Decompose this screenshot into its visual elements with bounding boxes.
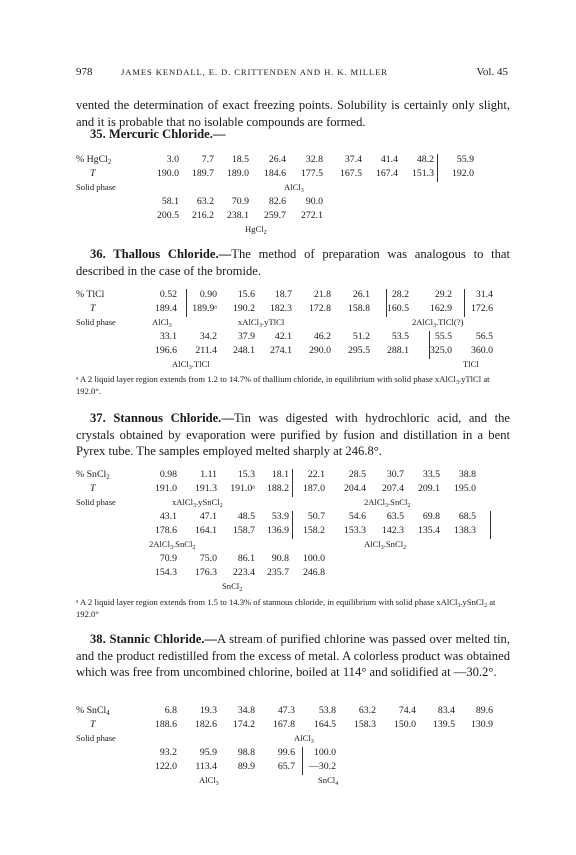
t35-r1_t-cell: 189.7 <box>191 168 214 179</box>
t35-r1_t-cell: 189.0 <box>226 168 249 179</box>
t36-r1_pct-cell: 29.2 <box>434 289 452 300</box>
t37-r2_t-cell: 136.9 <box>266 525 289 536</box>
volume-label: Vol. 45 <box>476 66 508 78</box>
t36-r1_t-cell: 189.4 <box>154 303 177 314</box>
t36-r1_pct-cell: 0.52 <box>159 289 177 300</box>
t38-phase2-a: AlCl$_3$ <box>199 775 219 787</box>
t38-r1_t-cell: 182.6 <box>194 719 217 730</box>
t36-divider-3 <box>464 289 465 317</box>
running-title: JAMES KENDALL, E. D. CRITTENDEN AND H. K. MILLER <box>121 67 388 77</box>
t37-r2_pct-cell: 50.7 <box>307 511 325 522</box>
t37-r1_t-cell: 187.0 <box>302 483 325 494</box>
t36-r2_t-cell: 196.6 <box>154 345 177 356</box>
t35-r1_t-cell: 167.5 <box>339 168 362 179</box>
t35-r2_t-cell: 200.5 <box>156 210 179 221</box>
t35-r1_t-cell: 151.3 <box>411 168 434 179</box>
t37-r1_pct-cell: 30.7 <box>386 469 404 480</box>
section-37-paragraph <box>76 410 510 460</box>
t37-r2_t-cell: 138.3 <box>453 525 476 536</box>
t38-r1_pct-cell: 89.6 <box>475 705 493 716</box>
t38-r2_pct-cell: 99.6 <box>277 747 295 758</box>
t36-r1_pct-cell: 0.90 <box>199 289 217 300</box>
t38-r1_pct-cell: 34.8 <box>237 705 255 716</box>
t35-r2_pct-cell: 90.0 <box>305 196 323 207</box>
t35-r2_pct-cell: 58.1 <box>161 196 179 207</box>
t37-r2_t-cell: 153.3 <box>343 525 366 536</box>
t36-r2_pct-cell: 56.5 <box>475 331 493 342</box>
t36-pct-label: % TlCl <box>76 289 105 300</box>
t37-phase1-b: 2AlCl$_3$.SnCl$_2$ <box>364 497 411 509</box>
running-header <box>76 66 508 80</box>
t37-r3_t-cell: 223.4 <box>232 567 255 578</box>
t36-r2_t-cell: 211.4 <box>195 345 217 356</box>
t36-solid-phase-label: Solid phase <box>76 317 116 327</box>
t36-r1_pct-cell: 31.4 <box>475 289 493 300</box>
section-36-paragraph <box>76 246 510 279</box>
t36-footnote: ᵃ A 2 liquid layer region extends from 1.2 to 14.7% of thallium chloride, in equilibrium with solid phase xAlCl$_3$.yTlCl at 192.0°. <box>76 374 490 396</box>
t37-phase2-b: AlCl$_3$.SnCl$_2$ <box>364 539 407 551</box>
t36-r1_t-cell: 190.2 <box>232 303 255 314</box>
t35-r1_pct-cell: 55.9 <box>456 154 474 165</box>
t37-r2_t-cell: 164.1 <box>194 525 217 536</box>
t37-r3_pct-cell: 75.0 <box>199 553 217 564</box>
section-36-number: 36. <box>90 247 106 261</box>
t36-phase2-b: TlCl <box>463 359 479 369</box>
t36-phase1-b: xAlCl$_3$.yTlCl <box>238 317 285 329</box>
t35-r1_t-cell: 192.0 <box>451 168 474 179</box>
t36-r1_t-cell: 182.3 <box>269 303 292 314</box>
t38-phase2-b: SnCl$_4$ <box>318 775 339 787</box>
t36-r1_pct-cell: 18.7 <box>274 289 292 300</box>
t36-r2_pct-cell: 42.1 <box>274 331 292 342</box>
t36-r2_pct-cell: 34.2 <box>199 331 217 342</box>
t36-r1_t-cell: 158.8 <box>347 303 370 314</box>
t37-r1_pct-cell: 15.3 <box>237 469 255 480</box>
section-38-text: A stream of purified chlorine was passed over melted tin, and the product redistilled from the excess of metal. A colorless product was obtained which was free from uncombined chlorine, boiled at 114° and solidified at —30.2°. <box>76 632 510 679</box>
t35-r2_pct-cell: 63.2 <box>196 196 214 207</box>
t37-r3_t-cell: 246.8 <box>302 567 325 578</box>
t37-r2_t-cell: 135.4 <box>417 525 440 536</box>
t37-r1_pct-cell: 1.11 <box>200 469 217 480</box>
t38-r1_t-cell: 150.0 <box>393 719 416 730</box>
t38-divider <box>302 747 303 775</box>
t36-r2_t-cell: 288.1 <box>386 345 409 356</box>
t38-r1_pct-cell: 83.4 <box>437 705 455 716</box>
t37-r1_t-cell: 209.1 <box>417 483 440 494</box>
t35-r1_pct-cell: 26.4 <box>268 154 286 165</box>
t36-phase1-c: 2AlCl$_3$.TlCl(?) <box>412 317 464 329</box>
section-38-paragraph <box>76 631 510 681</box>
t37-r1_pct-cell: 0.98 <box>159 469 177 480</box>
t37-r1_pct-cell: 33.5 <box>422 469 440 480</box>
t35-phase2: HgCl$_2$ <box>245 224 267 236</box>
t36-r2_t-cell: 248.1 <box>232 345 255 356</box>
t37-r1_t-cell: 195.0 <box>453 483 476 494</box>
t36-divider-2 <box>386 289 387 317</box>
t36-r2_t-cell: 360.0 <box>470 345 493 356</box>
t35-r1_pct-cell: 32.8 <box>305 154 323 165</box>
t38-solid-phase-label: Solid phase <box>76 733 116 743</box>
t38-pct-label: % SnCl$_4$ <box>76 705 110 717</box>
t37-r2_pct-cell: 43.1 <box>159 511 177 522</box>
t38-r2_pct-cell: 98.8 <box>237 747 255 758</box>
t36-phase2-a: AlCl$_3$.TlCl <box>172 359 210 371</box>
t37-r1_t-cell: 191.0 <box>154 483 177 494</box>
t37-r2_t-cell: 158.7 <box>232 525 255 536</box>
t37-pct-label: % SnCl$_2$ <box>76 469 110 481</box>
t35-r1_t-cell: 177.5 <box>300 168 323 179</box>
t37-r2_pct-cell: 68.5 <box>458 511 476 522</box>
t37-r3_t-cell: 154.3 <box>154 567 177 578</box>
t35-r2_pct-cell: 82.6 <box>268 196 286 207</box>
t37-r2_pct-cell: 54.6 <box>348 511 366 522</box>
t36-r2_t-cell: 325.0 <box>429 345 452 356</box>
t35-r2_pct-cell: 70.9 <box>231 196 249 207</box>
section-35-number: 35. <box>90 127 106 141</box>
t37-r1_pct-cell: 18.1 <box>271 469 289 480</box>
t37-r3_pct-cell: 90.8 <box>271 553 289 564</box>
t37-r2_pct-cell: 47.1 <box>199 511 217 522</box>
t38-r1_t-cell: 158.3 <box>353 719 376 730</box>
t36-r2_t-cell: 295.5 <box>347 345 370 356</box>
t38-r1_pct-cell: 6.8 <box>164 705 177 716</box>
t38-r1_pct-cell: 74.4 <box>398 705 416 716</box>
t37-r3_pct-cell: 100.0 <box>302 553 325 564</box>
t35-temp-label: T <box>90 168 96 179</box>
t37-r2_t-cell: 178.6 <box>154 525 177 536</box>
t35-r1_pct-cell: 7.7 <box>201 154 214 165</box>
t37-r1_pct-cell: 22.1 <box>307 469 325 480</box>
t35-divider <box>437 154 438 182</box>
t36-r1_t-cell: 189.9ᵃ <box>192 303 217 314</box>
t35-r1_pct-cell: 18.5 <box>231 154 249 165</box>
t38-r1_pct-cell: 53.8 <box>318 705 336 716</box>
t38-r2_pct-cell: 100.0 <box>313 747 336 758</box>
t37-r1_pct-cell: 28.5 <box>348 469 366 480</box>
t37-divider-2 <box>292 511 293 539</box>
t37-r1_t-cell: 204.4 <box>343 483 366 494</box>
t35-r1_pct-cell: 37.4 <box>344 154 362 165</box>
t35-r1_pct-cell: 48.2 <box>416 154 434 165</box>
t36-temp-label: T <box>90 303 96 314</box>
t35-r1_pct-cell: 3.0 <box>166 154 179 165</box>
t37-r2_pct-cell: 63.5 <box>386 511 404 522</box>
t36-r2_pct-cell: 37.9 <box>237 331 255 342</box>
t35-r1_t-cell: 190.0 <box>156 168 179 179</box>
t38-r1_t-cell: 174.2 <box>232 719 255 730</box>
t36-r1_pct-cell: 21.8 <box>313 289 331 300</box>
t35-r2_t-cell: 216.2 <box>191 210 214 221</box>
t36-r2_t-cell: 274.1 <box>269 345 292 356</box>
t37-phase3: SnCl$_2$ <box>222 581 243 593</box>
t35-phase1: AlCl$_3$ <box>284 182 304 194</box>
t38-r1_t-cell: 164.5 <box>313 719 336 730</box>
t37-r1_t-cell: 191.3 <box>194 483 217 494</box>
t37-footnote: ᵃ A 2 liquid layer region extends from 1.5 to 14.3% of stannous chloride, in equilibrium with solid phase xAlCl$_3$.ySnCl$_2$ at 192.0° <box>76 597 496 619</box>
section-38-number: 38. <box>90 632 106 646</box>
t36-r2_t-cell: 290.0 <box>308 345 331 356</box>
t37-r3_pct-cell: 86.1 <box>237 553 255 564</box>
t35-r2_t-cell: 272.1 <box>300 210 323 221</box>
section-35-title: Mercuric Chloride.— <box>108 127 226 141</box>
t36-r2_pct-cell: 51.2 <box>352 331 370 342</box>
t38-r2_pct-cell: 95.9 <box>199 747 217 758</box>
t37-phase1-a: xAlCl$_3$.ySnCl$_2$ <box>172 497 223 509</box>
t38-r1_t-cell: 139.5 <box>432 719 455 730</box>
t36-r1_t-cell: 172.8 <box>308 303 331 314</box>
t36-r1_pct-cell: 28.2 <box>391 289 409 300</box>
t36-r1_pct-cell: 15.6 <box>237 289 255 300</box>
t35-r2_t-cell: 259.7 <box>263 210 286 221</box>
t36-phase1-a: AlCl$_3$ <box>152 317 172 329</box>
section-37-text: Tin was digested with hydrochloric acid, and the crystals obtained by evaporation were purified by fusion and distillation in a bent Pyrex tube. The samples employed melted sharply at 246.8°. <box>76 411 510 458</box>
t38-r1_t-cell: 188.6 <box>154 719 177 730</box>
t36-r1_pct-cell: 26.1 <box>352 289 370 300</box>
t35-r1_t-cell: 167.4 <box>375 168 398 179</box>
t35-solid-phase-label: Solid phase <box>76 182 116 192</box>
t38-r1_pct-cell: 63.2 <box>358 705 376 716</box>
t38-r2_t-cell: 122.0 <box>154 761 177 772</box>
t37-r3_t-cell: 176.3 <box>194 567 217 578</box>
t37-solid-phase-label: Solid phase <box>76 497 116 507</box>
t38-r2_pct-cell: 93.2 <box>159 747 177 758</box>
t37-divider-1 <box>292 469 293 497</box>
t35-pct-label: % HgCl$_2$ <box>76 154 112 166</box>
t38-temp-label: T <box>90 719 96 730</box>
section-37-number: 37. <box>90 411 106 425</box>
t37-r2_t-cell: 142.3 <box>381 525 404 536</box>
t37-r2_pct-cell: 69.8 <box>422 511 440 522</box>
t36-r2_pct-cell: 55.5 <box>434 331 452 342</box>
t36-r1_t-cell: 160.5 <box>386 303 409 314</box>
t38-r2_t-cell: 113.4 <box>195 761 217 772</box>
t37-r2_pct-cell: 48.5 <box>237 511 255 522</box>
t37-r1_t-cell: 191.0ᵃ <box>230 483 255 494</box>
section-38-title: Stannic Chloride.— <box>109 632 218 646</box>
t37-r3_pct-cell: 70.9 <box>159 553 177 564</box>
t38-r1_pct-cell: 47.3 <box>277 705 295 716</box>
section-36-text: The method of preparation was analogous to that described in the case of the bromide. <box>76 247 510 278</box>
section-36-title: Thallous Chloride.— <box>113 247 232 261</box>
t36-r2_pct-cell: 53.5 <box>391 331 409 342</box>
t36-r1_t-cell: 162.9 <box>429 303 452 314</box>
t37-r1_pct-cell: 38.8 <box>458 469 476 480</box>
t37-divider-3 <box>490 511 491 539</box>
t35-r1_t-cell: 184.6 <box>263 168 286 179</box>
t36-divider-4 <box>429 331 430 359</box>
t35-r2_t-cell: 238.1 <box>226 210 249 221</box>
t36-r1_t-cell: 172.6 <box>470 303 493 314</box>
page-number: 978 <box>76 66 93 78</box>
t35-r1_pct-cell: 41.4 <box>380 154 398 165</box>
t37-phase2-a: 2AlCl$_3$.SnCl$_2$ <box>149 539 196 551</box>
t38-r1_pct-cell: 19.3 <box>199 705 217 716</box>
section-37-title: Stannous Chloride.— <box>113 411 234 425</box>
t38-r2_t-cell: 89.9 <box>237 761 255 772</box>
t37-r3_t-cell: 235.7 <box>266 567 289 578</box>
t37-r1_t-cell: 188.2 <box>266 483 289 494</box>
section-35-heading <box>90 127 226 142</box>
t38-r2_t-cell: 65.7 <box>277 761 295 772</box>
t37-temp-label: T <box>90 483 96 494</box>
intro-paragraph: vented the determination of exact freezing points. Solubility is certainly only slight, and it is probable that no isolable compounds are formed. <box>76 98 510 129</box>
t37-r1_t-cell: 207.4 <box>381 483 404 494</box>
t37-r2_pct-cell: 53.9 <box>271 511 289 522</box>
t38-r2_t-cell: —30.2 <box>309 761 336 772</box>
t38-r1_t-cell: 130.9 <box>470 719 493 730</box>
t38-phase1: AlCl$_3$ <box>294 733 314 745</box>
t36-r2_pct-cell: 33.1 <box>159 331 177 342</box>
t38-r1_t-cell: 167.8 <box>272 719 295 730</box>
t36-r2_pct-cell: 46.2 <box>313 331 331 342</box>
t37-r2_t-cell: 158.2 <box>302 525 325 536</box>
t36-divider-1 <box>186 289 187 317</box>
